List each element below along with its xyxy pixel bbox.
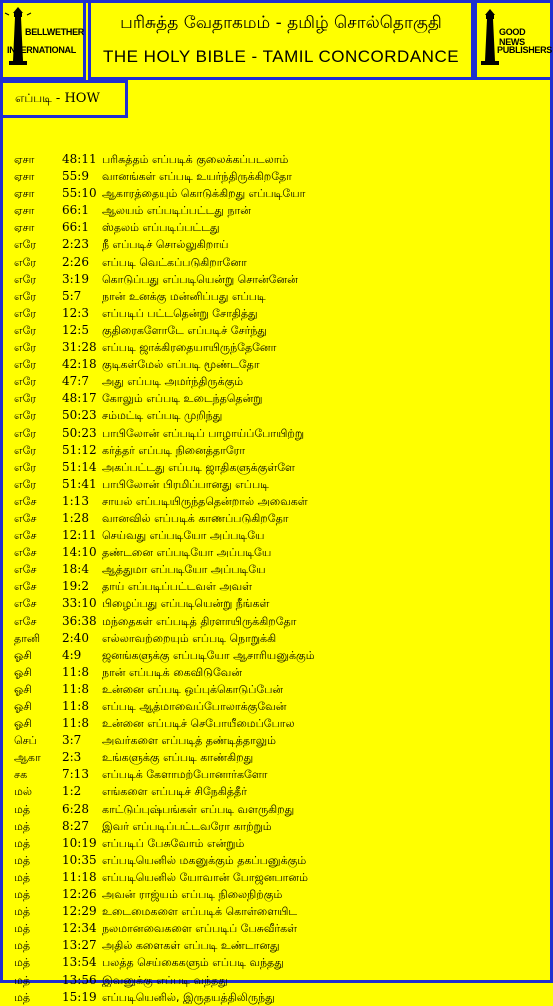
headword xyxy=(15,91,100,107)
verse-excerpt: பாபிலோன் எப்படிப் பாழாய்ப்போயிற்று xyxy=(102,426,305,440)
book-abbrev: மத் xyxy=(14,922,31,936)
list-item xyxy=(14,185,534,202)
list-item xyxy=(14,698,534,715)
verse-excerpt: எப்படிப் பேசுவோம் என்றும் xyxy=(102,836,245,850)
book-abbrev: எரே xyxy=(14,323,37,337)
list-item xyxy=(14,407,534,424)
verse-excerpt: ஆத்துமா எப்படியோ அப்படியே xyxy=(102,563,266,577)
verse-reference: 19:2 xyxy=(62,579,89,594)
verse-excerpt: உன்னை எப்படி ஒப்புக்கொடுப்பேன் xyxy=(102,682,284,696)
list-item xyxy=(14,954,534,971)
verse-reference: 2:3 xyxy=(62,750,82,765)
book-abbrev: எசே xyxy=(14,563,37,577)
verse-reference: 12:5 xyxy=(62,322,89,337)
verse-excerpt: எப்படிப் பட்டதென்று சோதித்து xyxy=(102,306,258,320)
verse-excerpt: இவர் எப்படிப்பட்டவரோ காற்றும் xyxy=(102,819,272,833)
list-item xyxy=(14,613,534,630)
list-item xyxy=(14,801,534,818)
verse-excerpt: எப்படி ஆத்மாவைப்போலாக்குவேன் xyxy=(102,700,287,713)
verse-excerpt: தண்டனை எப்படியோ அப்படியே xyxy=(102,546,272,560)
verse-excerpt: எப்படிக் கேளாமற்போனார்களோ xyxy=(102,768,268,782)
publisher-logo-right xyxy=(474,0,553,80)
verse-reference: 42:18 xyxy=(62,357,97,372)
publisher-logo-left xyxy=(0,0,86,80)
list-item xyxy=(14,168,534,185)
verse-reference: 11:8 xyxy=(62,716,89,731)
verse-reference: 3:7 xyxy=(62,733,82,748)
list-item xyxy=(14,476,534,493)
logo-right-line-1: GOOD NEWS xyxy=(499,27,526,47)
book-abbrev: ஓசி xyxy=(14,682,32,696)
list-item xyxy=(14,219,534,236)
list-item xyxy=(14,425,534,442)
verse-excerpt: ஸ்தலம் எப்படிப்பட்டது xyxy=(102,221,220,235)
book-abbrev: ஏசா xyxy=(14,170,35,184)
verse-reference: 18:4 xyxy=(62,562,89,577)
logo-left-line-1: BELLWETHER xyxy=(25,27,84,37)
book-abbrev: எசே xyxy=(14,529,37,543)
list-item xyxy=(14,852,534,869)
list-item xyxy=(14,339,534,356)
verse-reference: 12:3 xyxy=(62,305,89,320)
list-item xyxy=(14,305,534,322)
list-item xyxy=(14,322,534,339)
verse-excerpt: நான் எப்படிக் கைவிடுவேன் xyxy=(102,665,242,679)
verse-reference: 1:28 xyxy=(62,510,89,525)
book-abbrev: ஓசி xyxy=(14,648,32,662)
book-abbrev: ஆகா xyxy=(14,751,41,765)
list-item xyxy=(14,356,534,373)
verse-reference: 13:56 xyxy=(62,972,97,987)
verse-reference: 3:19 xyxy=(62,271,89,286)
list-item xyxy=(14,972,534,989)
verse-reference: 2:26 xyxy=(62,254,89,269)
verse-excerpt: வானவில் எப்படிக் காணப்படுகிறதோ xyxy=(102,511,289,525)
verse-excerpt: நீ எப்படிச் சொல்லுகிறாய் xyxy=(102,238,229,252)
book-abbrev: ஓசி xyxy=(14,700,32,713)
verse-excerpt: மந்தைகள் எப்படித் திரளாயிருக்கிறதோ xyxy=(102,614,297,628)
list-item xyxy=(14,236,534,253)
headword-box xyxy=(0,80,128,118)
book-abbrev: எரே xyxy=(14,426,37,440)
verse-reference: 6:28 xyxy=(62,801,89,816)
list-item xyxy=(14,202,534,219)
verse-excerpt: ஜனங்களுக்கு எப்படியோ ஆசாரியனுக்கும் xyxy=(102,648,315,662)
book-abbrev: எரே xyxy=(14,306,37,320)
book-abbrev: மத் xyxy=(14,836,31,850)
verse-excerpt: தாய் எப்படிப்பட்டவள் அவள் xyxy=(102,580,253,594)
title-panel xyxy=(88,0,474,80)
list-item xyxy=(14,835,534,852)
list-item xyxy=(14,903,534,920)
verse-reference: 10:35 xyxy=(62,852,97,867)
list-item xyxy=(14,373,534,390)
book-abbrev: எசே xyxy=(14,614,37,628)
verse-excerpt: பிழைப்பது எப்படியென்று நீங்கள் xyxy=(102,597,270,611)
verse-excerpt: குதிரைகளோடே எப்படிச் சேர்ந்து xyxy=(102,323,267,337)
verse-excerpt: எப்படி வெட்கப்படுகிறானோ xyxy=(102,255,247,269)
book-abbrev: எரே xyxy=(14,375,37,389)
book-abbrev: சக xyxy=(14,768,28,782)
book-abbrev: மத் xyxy=(14,802,31,816)
verse-reference: 55:10 xyxy=(62,186,97,201)
verse-excerpt: சம்மட்டி எப்படி முறிந்து xyxy=(102,409,223,423)
book-abbrev: எசே xyxy=(14,546,37,560)
verse-reference: 1:13 xyxy=(62,493,89,508)
book-abbrev: எசே xyxy=(14,597,37,611)
verse-reference: 31:28 xyxy=(62,340,97,355)
verse-excerpt: செய்வது எப்படியோ அப்படியே xyxy=(102,529,265,543)
book-abbrev: எரே xyxy=(14,238,37,252)
verse-reference: 5:7 xyxy=(62,288,82,303)
verse-reference: 14:10 xyxy=(62,545,97,560)
list-item xyxy=(14,510,534,527)
verse-excerpt: காட்டுப்புஷ்பங்கள் எப்படி வளருகிறது xyxy=(102,802,295,816)
verse-reference: 7:13 xyxy=(62,767,89,782)
verse-reference: 1:2 xyxy=(62,784,82,799)
list-item xyxy=(14,254,534,271)
book-abbrev: தானி xyxy=(14,631,41,645)
list-item xyxy=(14,920,534,937)
book-abbrev: எரே xyxy=(14,255,37,269)
book-abbrev: ஓசி xyxy=(14,717,32,731)
verse-reference: 51:12 xyxy=(62,442,97,457)
verse-excerpt: கர்த்தர் எப்படி நினைத்தாரோ xyxy=(102,443,246,457)
headword-english: HOW xyxy=(64,91,100,106)
list-item xyxy=(14,818,534,835)
verse-excerpt: உன்னை எப்படிச் செபோயீமைப்போல xyxy=(102,717,295,731)
book-abbrev: எசே xyxy=(14,494,37,508)
verse-excerpt: ஆகாரத்தையும் கொடுக்கிறது எப்படியோ xyxy=(102,187,306,201)
logo-right-line-2: PUBLISHERS xyxy=(497,45,553,55)
book-abbrev: எரே xyxy=(14,341,37,355)
list-item xyxy=(14,544,534,561)
list-item xyxy=(14,647,534,664)
book-abbrev: மத் xyxy=(14,853,31,867)
verse-reference: 47:7 xyxy=(62,374,89,389)
list-item xyxy=(14,783,534,800)
verse-excerpt: கோலும் எப்படி உடைந்ததென்று xyxy=(102,392,263,406)
list-item xyxy=(14,749,534,766)
book-abbrev: எசே xyxy=(14,511,37,525)
verse-reference: 66:1 xyxy=(62,220,89,235)
verse-reference: 48:17 xyxy=(62,391,97,406)
list-item xyxy=(14,989,534,1006)
verse-reference: 12:29 xyxy=(62,904,97,919)
book-abbrev: செப் xyxy=(14,734,37,748)
verse-reference: 8:27 xyxy=(62,818,89,833)
verse-excerpt: உடைமைகளை எப்படிக் கொள்ளையிட xyxy=(102,905,298,919)
list-item xyxy=(14,681,534,698)
book-abbrev: எரே xyxy=(14,477,37,491)
title-tamil: பரிசுத்த வேதாகமம் - தமிழ் சொல்தொகுதி xyxy=(120,13,442,33)
list-item xyxy=(14,886,534,903)
book-abbrev: மத் xyxy=(14,990,31,1004)
list-item xyxy=(14,869,534,886)
verse-excerpt: நலமானவைகளை எப்படிப் பேசுவீர்கள் xyxy=(102,922,298,936)
verse-reference: 12:11 xyxy=(62,528,97,543)
list-item xyxy=(14,561,534,578)
list-item xyxy=(14,390,534,407)
verse-reference: 4:9 xyxy=(62,647,82,662)
list-item xyxy=(14,732,534,749)
book-abbrev: ஏசா xyxy=(14,187,35,201)
book-abbrev: மத் xyxy=(14,973,31,987)
list-item xyxy=(14,766,534,783)
book-abbrev: மத் xyxy=(14,956,31,970)
book-abbrev: எரே xyxy=(14,460,37,474)
verse-excerpt: எல்லாவற்றையும் எப்படி நொறுக்கி xyxy=(102,631,277,645)
verse-reference: 15:19 xyxy=(62,989,97,1004)
verse-excerpt: அவர்களை எப்படித் தண்டித்தாலும் xyxy=(102,734,276,748)
list-item xyxy=(14,527,534,544)
book-abbrev: மத் xyxy=(14,870,31,884)
verse-reference: 13:27 xyxy=(62,938,97,953)
verse-reference: 66:1 xyxy=(62,203,89,218)
book-abbrev: எரே xyxy=(14,392,37,406)
book-abbrev: எரே xyxy=(14,409,37,423)
book-abbrev: ஏசா xyxy=(14,221,35,235)
verse-reference: 12:34 xyxy=(62,921,97,936)
book-abbrev: எரே xyxy=(14,289,37,303)
verse-reference: 11:8 xyxy=(62,664,89,679)
list-item xyxy=(14,578,534,595)
verse-excerpt: பாபிலோன் பிரமிப்பானது எப்படி xyxy=(102,477,269,491)
list-item xyxy=(14,271,534,288)
verse-excerpt: உங்களுக்கு எப்படி காண்கிறது xyxy=(102,751,254,765)
verse-excerpt: அவன் ராஜ்யம் எப்படி நிலைநிற்கும் xyxy=(102,888,283,902)
list-item xyxy=(14,493,534,510)
book-abbrev: மத் xyxy=(14,819,31,833)
list-item xyxy=(14,595,534,612)
book-abbrev: மத் xyxy=(14,905,31,919)
book-abbrev: எசே xyxy=(14,580,37,594)
verse-reference: 12:26 xyxy=(62,887,97,902)
verse-reference: 51:41 xyxy=(62,476,97,491)
verse-reference: 55:9 xyxy=(62,169,89,184)
verse-excerpt: எங்களை எப்படிச் சிநேகித்தீர் xyxy=(102,785,247,799)
verse-reference: 11:8 xyxy=(62,681,89,696)
book-abbrev: ஏசா xyxy=(14,204,35,218)
verse-reference: 36:38 xyxy=(62,613,97,628)
verse-excerpt: அதில் களைகள் எப்படி உண்டானது xyxy=(102,939,280,953)
list-item xyxy=(14,288,534,305)
book-abbrev: ஓசி xyxy=(14,665,32,679)
verse-reference: 11:18 xyxy=(62,869,97,884)
book-abbrev: எரே xyxy=(14,443,37,457)
verse-excerpt: எப்படி ஜாக்கிரதையாயிருந்தேனோ xyxy=(102,341,277,355)
verse-excerpt: எப்படியெனில், இருதயத்திலிருந்து xyxy=(102,990,275,1004)
list-item xyxy=(14,151,534,168)
book-abbrev: எரே xyxy=(14,358,37,372)
logo-left-line-2: INTERNATIONAL xyxy=(7,45,76,55)
verse-excerpt: எப்படியெனில் மகனுக்கும் தகப்பனுக்கும் xyxy=(102,853,307,867)
verse-excerpt: பரிசுத்தம் எப்படிக் குலைக்கப்படலாம் xyxy=(102,153,289,166)
verse-excerpt: பலத்த செய்கைகளும் எப்படி வந்தது xyxy=(102,956,284,970)
list-item xyxy=(14,937,534,954)
book-abbrev: மத் xyxy=(14,939,31,953)
verse-reference: 33:10 xyxy=(62,596,97,611)
verse-reference: 50:23 xyxy=(62,425,97,440)
list-item xyxy=(14,630,534,647)
headword-tamil: எப்படி xyxy=(15,91,52,105)
list-item xyxy=(14,715,534,732)
verse-reference: 13:54 xyxy=(62,955,97,970)
verse-excerpt: அது எப்படி அமர்ந்திருக்கும் xyxy=(102,375,244,389)
verse-reference: 51:14 xyxy=(62,459,97,474)
book-abbrev: எரே xyxy=(14,272,37,286)
verse-excerpt: கொடுப்பது எப்படியென்று சொன்னேன் xyxy=(102,272,298,286)
verse-excerpt: சாயல் எப்படியிருந்ததென்றால் அவைகள் xyxy=(102,494,308,508)
verse-excerpt: இவனுக்கு எப்படி வந்தது xyxy=(102,973,228,987)
book-abbrev: மத் xyxy=(14,888,31,902)
book-abbrev: ஏசா xyxy=(14,153,35,166)
verse-excerpt: அகப்பட்டது எப்படி ஜாதிகளுக்குள்ளே xyxy=(102,460,295,474)
verse-excerpt: வானங்கள் எப்படி உயர்ந்திருக்கிறதோ xyxy=(102,170,292,184)
verse-excerpt: நான் உனக்கு மன்னிப்பது எப்படி xyxy=(102,289,266,303)
headword-separator: - xyxy=(55,91,61,106)
list-item xyxy=(14,459,534,476)
verse-reference: 10:19 xyxy=(62,835,97,850)
verse-excerpt: குடிகள்மேல் எப்படி மூண்டதோ xyxy=(102,358,260,372)
verse-excerpt: எப்படியெனில் யோவான் போஜனபானம் xyxy=(102,870,308,884)
lighthouse-icon xyxy=(3,3,83,77)
verse-reference: 2:40 xyxy=(62,630,89,645)
verse-reference: 48:11 xyxy=(62,152,97,166)
verse-excerpt: ஆலயம் எப்படிப்பட்டது நான் xyxy=(102,204,251,218)
list-item xyxy=(14,664,534,681)
title-english: THE HOLY BIBLE - TAMIL CONCORDANCE xyxy=(102,47,460,66)
list-item xyxy=(14,442,534,459)
verse-reference: 11:8 xyxy=(62,699,89,713)
verse-reference: 2:23 xyxy=(62,237,89,252)
concordance-list xyxy=(14,151,534,1006)
book-abbrev: மல் xyxy=(14,785,32,799)
verse-reference: 50:23 xyxy=(62,408,97,423)
